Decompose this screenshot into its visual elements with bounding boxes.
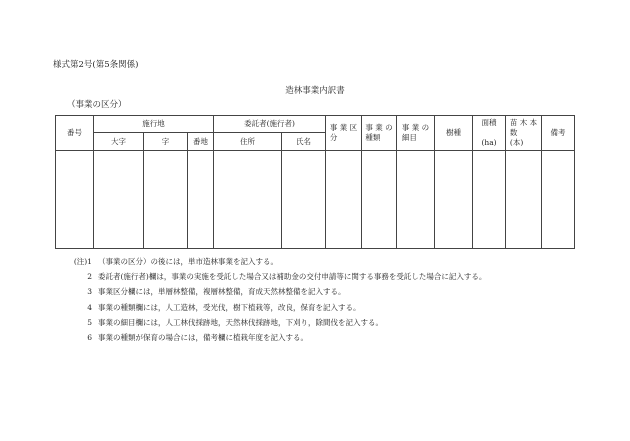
notes-list	[62, 254, 486, 345]
note-number: 6	[87, 333, 92, 343]
header-client: 委託者(施行者)	[214, 116, 326, 133]
header-type: 事 業 の 種類	[362, 116, 397, 151]
header-detail: 事 業 の 細目	[397, 116, 435, 151]
header-site-oaza: 大字	[94, 133, 144, 151]
cell-detail[interactable]	[397, 151, 435, 249]
header-client-name: 氏名	[282, 133, 326, 151]
note-number: 3	[87, 287, 92, 297]
header-site: 施行地	[94, 116, 214, 133]
note-item	[62, 284, 486, 299]
note-item	[62, 254, 486, 269]
note-item	[62, 300, 486, 315]
header-area: 面積 (ha)	[473, 116, 506, 151]
note-number: 4	[87, 302, 92, 312]
cell-type[interactable]	[362, 151, 397, 249]
cell-remarks[interactable]	[542, 151, 575, 249]
cell-area[interactable]	[473, 151, 506, 249]
cell-number[interactable]	[56, 151, 94, 249]
cell-site-banchi[interactable]	[188, 151, 214, 249]
header-seedlings: 苗 木 本 数 (本)	[506, 116, 542, 151]
note-number: 2	[87, 272, 92, 282]
cell-seedlings[interactable]	[506, 151, 542, 249]
note-number: 5	[87, 317, 92, 327]
note-item	[62, 315, 486, 330]
cell-site-aza[interactable]	[144, 151, 188, 249]
cell-species[interactable]	[435, 151, 473, 249]
document-title: 造林事業内訳書	[285, 86, 345, 96]
header-site-banchi: 番地	[188, 133, 214, 151]
header-species: 樹種	[435, 116, 473, 151]
note-text: 事業の細目欄には，人工林伐採跡地，天然林伐採跡地，下刈り，除間伐を記入する。	[98, 317, 383, 327]
form-number: 様式第2号(第5条関係)	[53, 60, 139, 70]
note-text: 事業の種類欄には，人工造林，受光伐，樹下植栽等，改良，保育を記入する。	[98, 302, 361, 312]
note-text: 事業の種類が保育の場合には，備考欄に植栽年度を記入する。	[98, 333, 308, 343]
header-remarks: 備考	[542, 116, 575, 151]
note-item	[62, 269, 486, 284]
note-item	[62, 330, 486, 345]
header-division: 事 業 区 分	[326, 116, 362, 151]
note-text: 委託者(施行者)欄は，事業の実施を受託した場合又は補助金の交付申請等に関する事務を受託した場合に記入する。	[98, 272, 487, 282]
note-text: （事業の区分）の後には，単市造林事業を記入する。	[98, 257, 278, 266]
header-client-address: 住所	[214, 133, 282, 151]
cell-client-address[interactable]	[214, 151, 282, 249]
header-number: 番号	[56, 116, 94, 151]
cell-client-name[interactable]	[282, 151, 326, 249]
section-label: （事業の区分）	[67, 100, 127, 110]
breakdown-table	[55, 115, 575, 249]
note-number: (注)1	[73, 257, 92, 266]
cell-site-oaza[interactable]	[94, 151, 144, 249]
cell-division[interactable]	[326, 151, 362, 249]
header-site-aza: 字	[144, 133, 188, 151]
note-text: 事業区分欄には，単層林整備，複層林整備，育成天然林整備を記入する。	[98, 287, 346, 297]
